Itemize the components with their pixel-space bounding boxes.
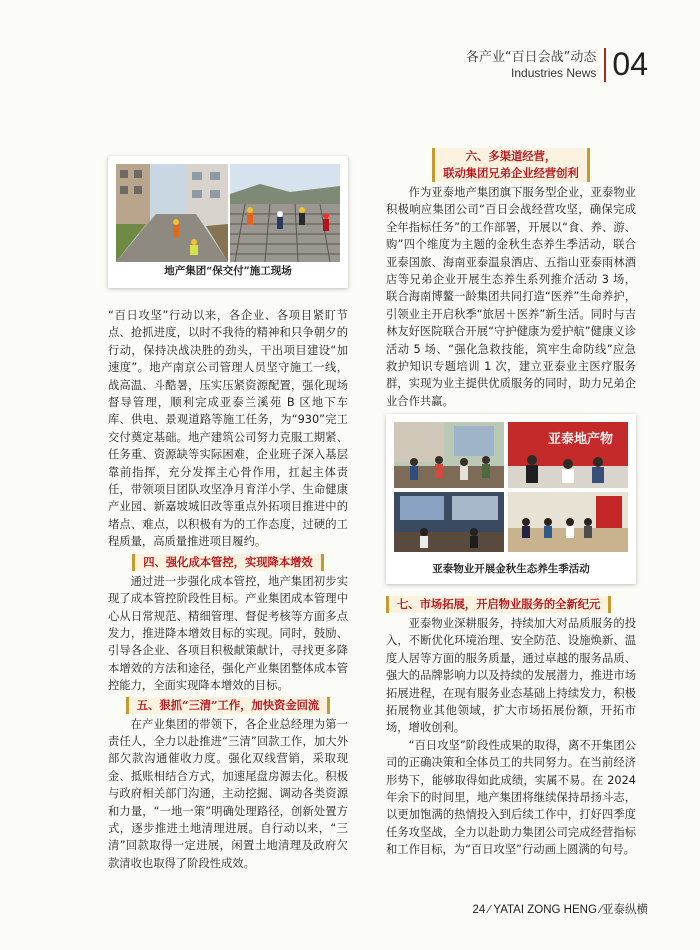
paragraph: 通过进一步强化成本管控，地产集团初步实现了成本管控阶段性目标。产业集团成本管理中心从日常规范、精细管理、督促考核等方面多点发力，推进降本增效目标的实现。同时，鼓励、引导各企业、各项目积极献策献计，寻找更多降本增效的方法和途径，强化产业集团整体成本管控能力，全面实现降本增效的目标。 bbox=[108, 574, 348, 693]
activity-photo-4 bbox=[508, 492, 628, 552]
construction-photo-card bbox=[108, 156, 348, 288]
section-heading-6 bbox=[386, 148, 636, 182]
activity-photo-2 bbox=[508, 422, 628, 488]
heading-line-2: 联动集团兄弟企业经营创利 bbox=[443, 166, 579, 180]
section-title-en: Industries News bbox=[511, 65, 597, 80]
activity-photo-caption: 亚泰物业开展金秋生态养生季活动 bbox=[432, 563, 590, 575]
page-footer: 24 ∕ YATAI ZONG HENG ∕亚泰纵横 bbox=[472, 904, 648, 916]
section-heading-7 bbox=[386, 596, 636, 613]
section-heading-label: 五、狠抓“三清”工作，加快资金回流 bbox=[126, 697, 330, 714]
section-heading-label bbox=[432, 148, 590, 182]
paragraph: 亚泰物业深耕服务，持续加大对品质服务的投入，不断优化环境治理、安全防范、设施焕新、温度人居等方面的服务质量，通过卓越的服务品质、强大的品牌影响力以及持续的发展潜力，推进市场拓展进程，在现有服务业态基础上持续发力，积极拓展物业其他领域，扩大市场拓展份额，开拓市场，增收创利。 bbox=[386, 617, 636, 735]
activity-photo-3 bbox=[394, 492, 504, 552]
right-column-bottom bbox=[386, 594, 636, 859]
page-header bbox=[466, 46, 648, 83]
banner-sign-text: 亚泰地产物 bbox=[548, 432, 614, 447]
section-heading-4 bbox=[108, 554, 348, 571]
activity-photo-card bbox=[386, 414, 636, 584]
section-heading-label: 七、市场拓展，开启物业服务的全新纪元 bbox=[386, 596, 611, 613]
section-number: 04 bbox=[612, 46, 648, 82]
right-column-top bbox=[386, 146, 636, 410]
section-heading-label: 四、强化成本管控，实现降本增效 bbox=[132, 554, 323, 571]
activity-photo-1 bbox=[394, 422, 504, 488]
heading-line-1: 六、多渠道经营， bbox=[465, 149, 557, 163]
section-heading-5 bbox=[108, 697, 348, 714]
paragraph: 作为亚泰地产集团旗下服务型企业，亚泰物业积极响应集团公司“百日会战经营攻坚，确保完成全年指标任务”的工作部署，开展以“食、养、游、购”四个维度为主题的金秋生态养生季活动，联合亚泰国旅、海南亚泰温泉酒店、五指山亚泰雨林酒店等兄弟企业开展生态养生系列推介活动 3 场，联合海南博鳌一龄集团共同打造“医养”生命养护，引领业主开启秋季“旅居＋医养”新生活。同时与吉林友好医院联合开展“守护健康为爱护航”健康义诊活动 5 场、“强化急救技能，筑牢生命防线”应急救护知识专题培训 1 次，建立亚泰业主医疗服务群，实现为业主提供优质服务的同时，助力兄弟企业合作共赢。 bbox=[386, 186, 636, 408]
construction-photo-left bbox=[116, 164, 228, 262]
left-column bbox=[108, 307, 348, 872]
paragraph: “百日攻坚”阶段性成果的取得，离不开集团公司的正确决策和全体员工的共同努力。在当前经济形势下，能够取得如此成绩，实属不易。在 2024 年余下的时间里，地产集团将继续保持昂扬斗志，以更加饱满的热情投入到后续工作中，打好四季度任务攻坚战，全力以赴助力集团公司完成经营指标和工作目标，为“百日攻坚”行动画上圆满的句号。 bbox=[386, 738, 636, 857]
section-title-cn: 各产业“百日会战”动态 bbox=[465, 49, 597, 65]
header-divider bbox=[604, 48, 606, 82]
construction-photo-caption: 地产集团“保交付”施工现场 bbox=[164, 265, 292, 277]
paragraph: 在产业集团的带领下，各企业总经理为第一责任人，全力以赴推进“三清”回款工作，加大外部欠款沟通催收力度。强化双线营销，采取现金、抵账相结合方式，加速尾盘房源去化。积极与政府相关部门沟通，主动挖掘、调动各类资源和力量，“一地一策”明确处理路径，创新处置方式，逐步推进土地清理进展。自行动以来，“三清”回款取得一定进展，闲置土地清理及政府欠款清收也取得了阶段性成效。 bbox=[108, 717, 348, 870]
paragraph: “百日攻坚”行动以来，各企业、各项目紧盯节点、抢抓进度，以时不我待的精神和只争朝夕的行动，保持决战决胜的劲头，干出项目建设“加速度”。地产南京公司管理人员坚守施工一线，战高温、斗酷暑，压实压紧资源配置，强化现场督导管理，顺利完成亚泰兰溪苑 B 区地下车库、供电、景观道路等施工任务，为“930”完工交付奠定基础。地产建筑公司努力克服工期紧、任务重、资源缺等实际困难，企业班子深入基层靠前指挥，充分发挥主心骨作用，扛起主体责任，带领项目团队攻坚净月育洋小学、生命健康产业园、新嘉坡城旧改等重点外拓项目推进中的堵点、难点，以积极有为的工作态度，过硬的工程质量，高质量推进项目履约。 bbox=[108, 309, 348, 549]
construction-photo-right bbox=[230, 164, 340, 262]
